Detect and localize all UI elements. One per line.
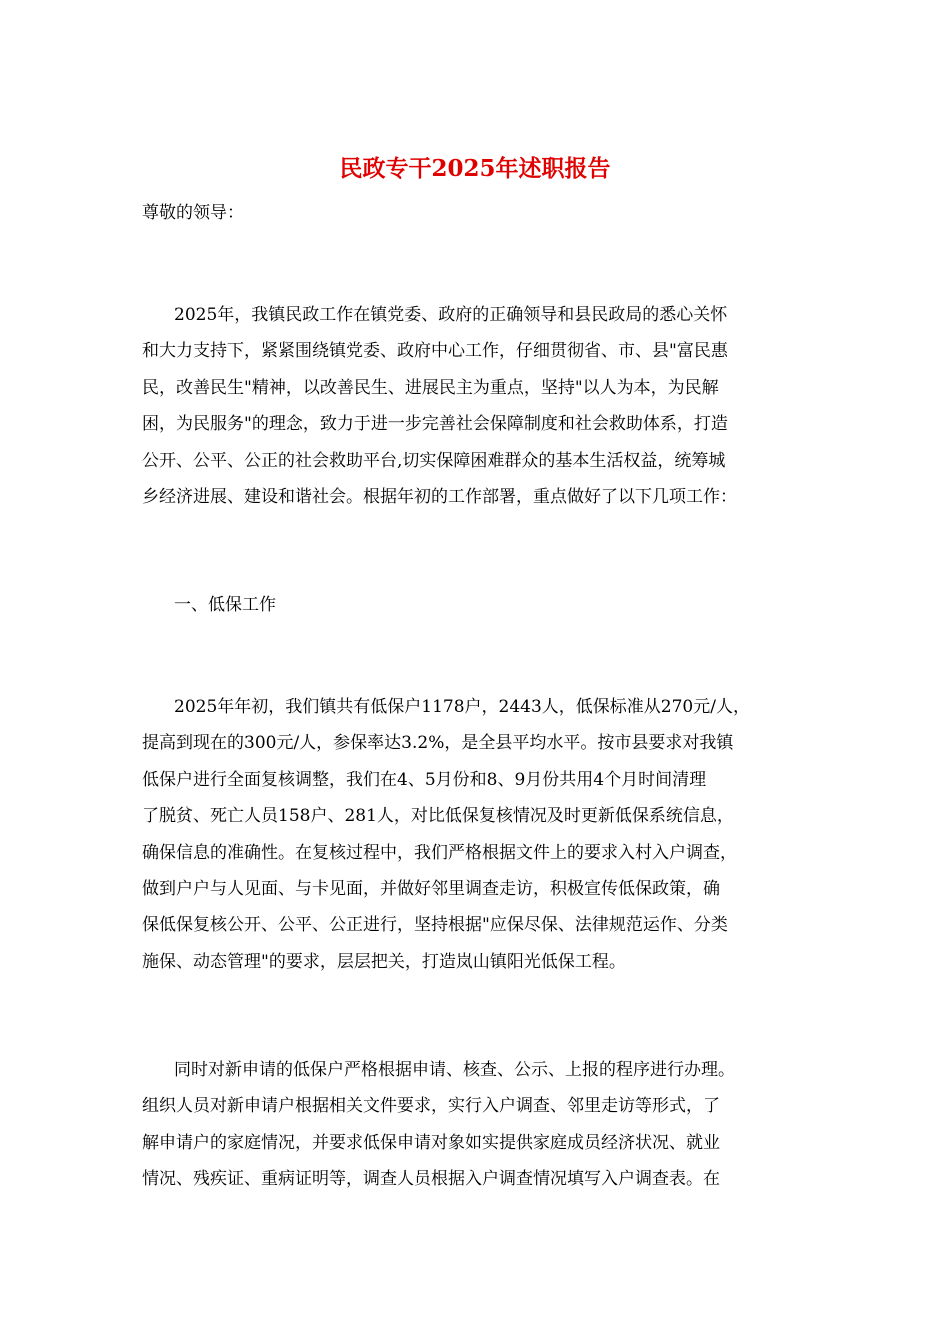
paragraph-intro: 2025年，我镇民政工作在镇党委、政府的正确领导和县民政局的悉心关怀 和大力支持下，紧紧围绕镇党委、政府中心工作，仔细贯彻省、市、县"富民惠 民，改善民生"精神，以改善民生、进展民主为重点，坚持"以人为本，为民解 困，为民服务"的理念，致力于进一步完善社会保障制度和社会救助体系，打造 公开、公平、公正的社会救助平台,切实保障困难群众的基本生活权益，统筹城 乡经济进展、建设和谐社会。根据年初的工作部署，重点做好了以下几项工作： <box>142 305 737 508</box>
section-heading-low-income: 一、低保工作 <box>174 595 276 615</box>
salutation: 尊敬的领导： <box>142 203 244 223</box>
document-title: 民政专干2025年述职报告 <box>339 155 611 182</box>
paragraph-new-applications: 同时对新申请的低保户严格根据申请、核查、公示、上报的程序进行办理。 组织人员对新申请户根据相关文件要求，实行入户调查、邻里走访等形式，了 解申请户的家庭情况，并要求低保申请对象如实提供家庭成员经济状况、就业 情况、残疾证、重病证明等，调查人员根据入户调查情况填写入户调查表。在 <box>142 1060 735 1190</box>
paragraph-low-income-stats: 2025年年初，我们镇共有低保户1178户，2443人，低保标准从270元/人， 提高到现在的300元/人，参保率达3.2%，是全县平均水平。按市县要求对我镇 低保户进行全面复核调整，我们在4、5月份和8、9月份共用4个月时间清理 了脱贫、死亡人员158户、281人，对比低保复核情况及时更新低保系统信息， 确保信息的准确性。在复核过程中，我们严格根据文件上的要求入村入户调查， 做到户户与人见面、与卡见面，并做好邻里调查走访，积极宣传低保政策，确 保低保复核公开、公平、公正进行，坚持根据"应保尽保、法律规范运作、分类 施保、动态管理"的要求，层层把关，打造岚山镇阳光低保工程。 <box>142 697 750 972</box>
